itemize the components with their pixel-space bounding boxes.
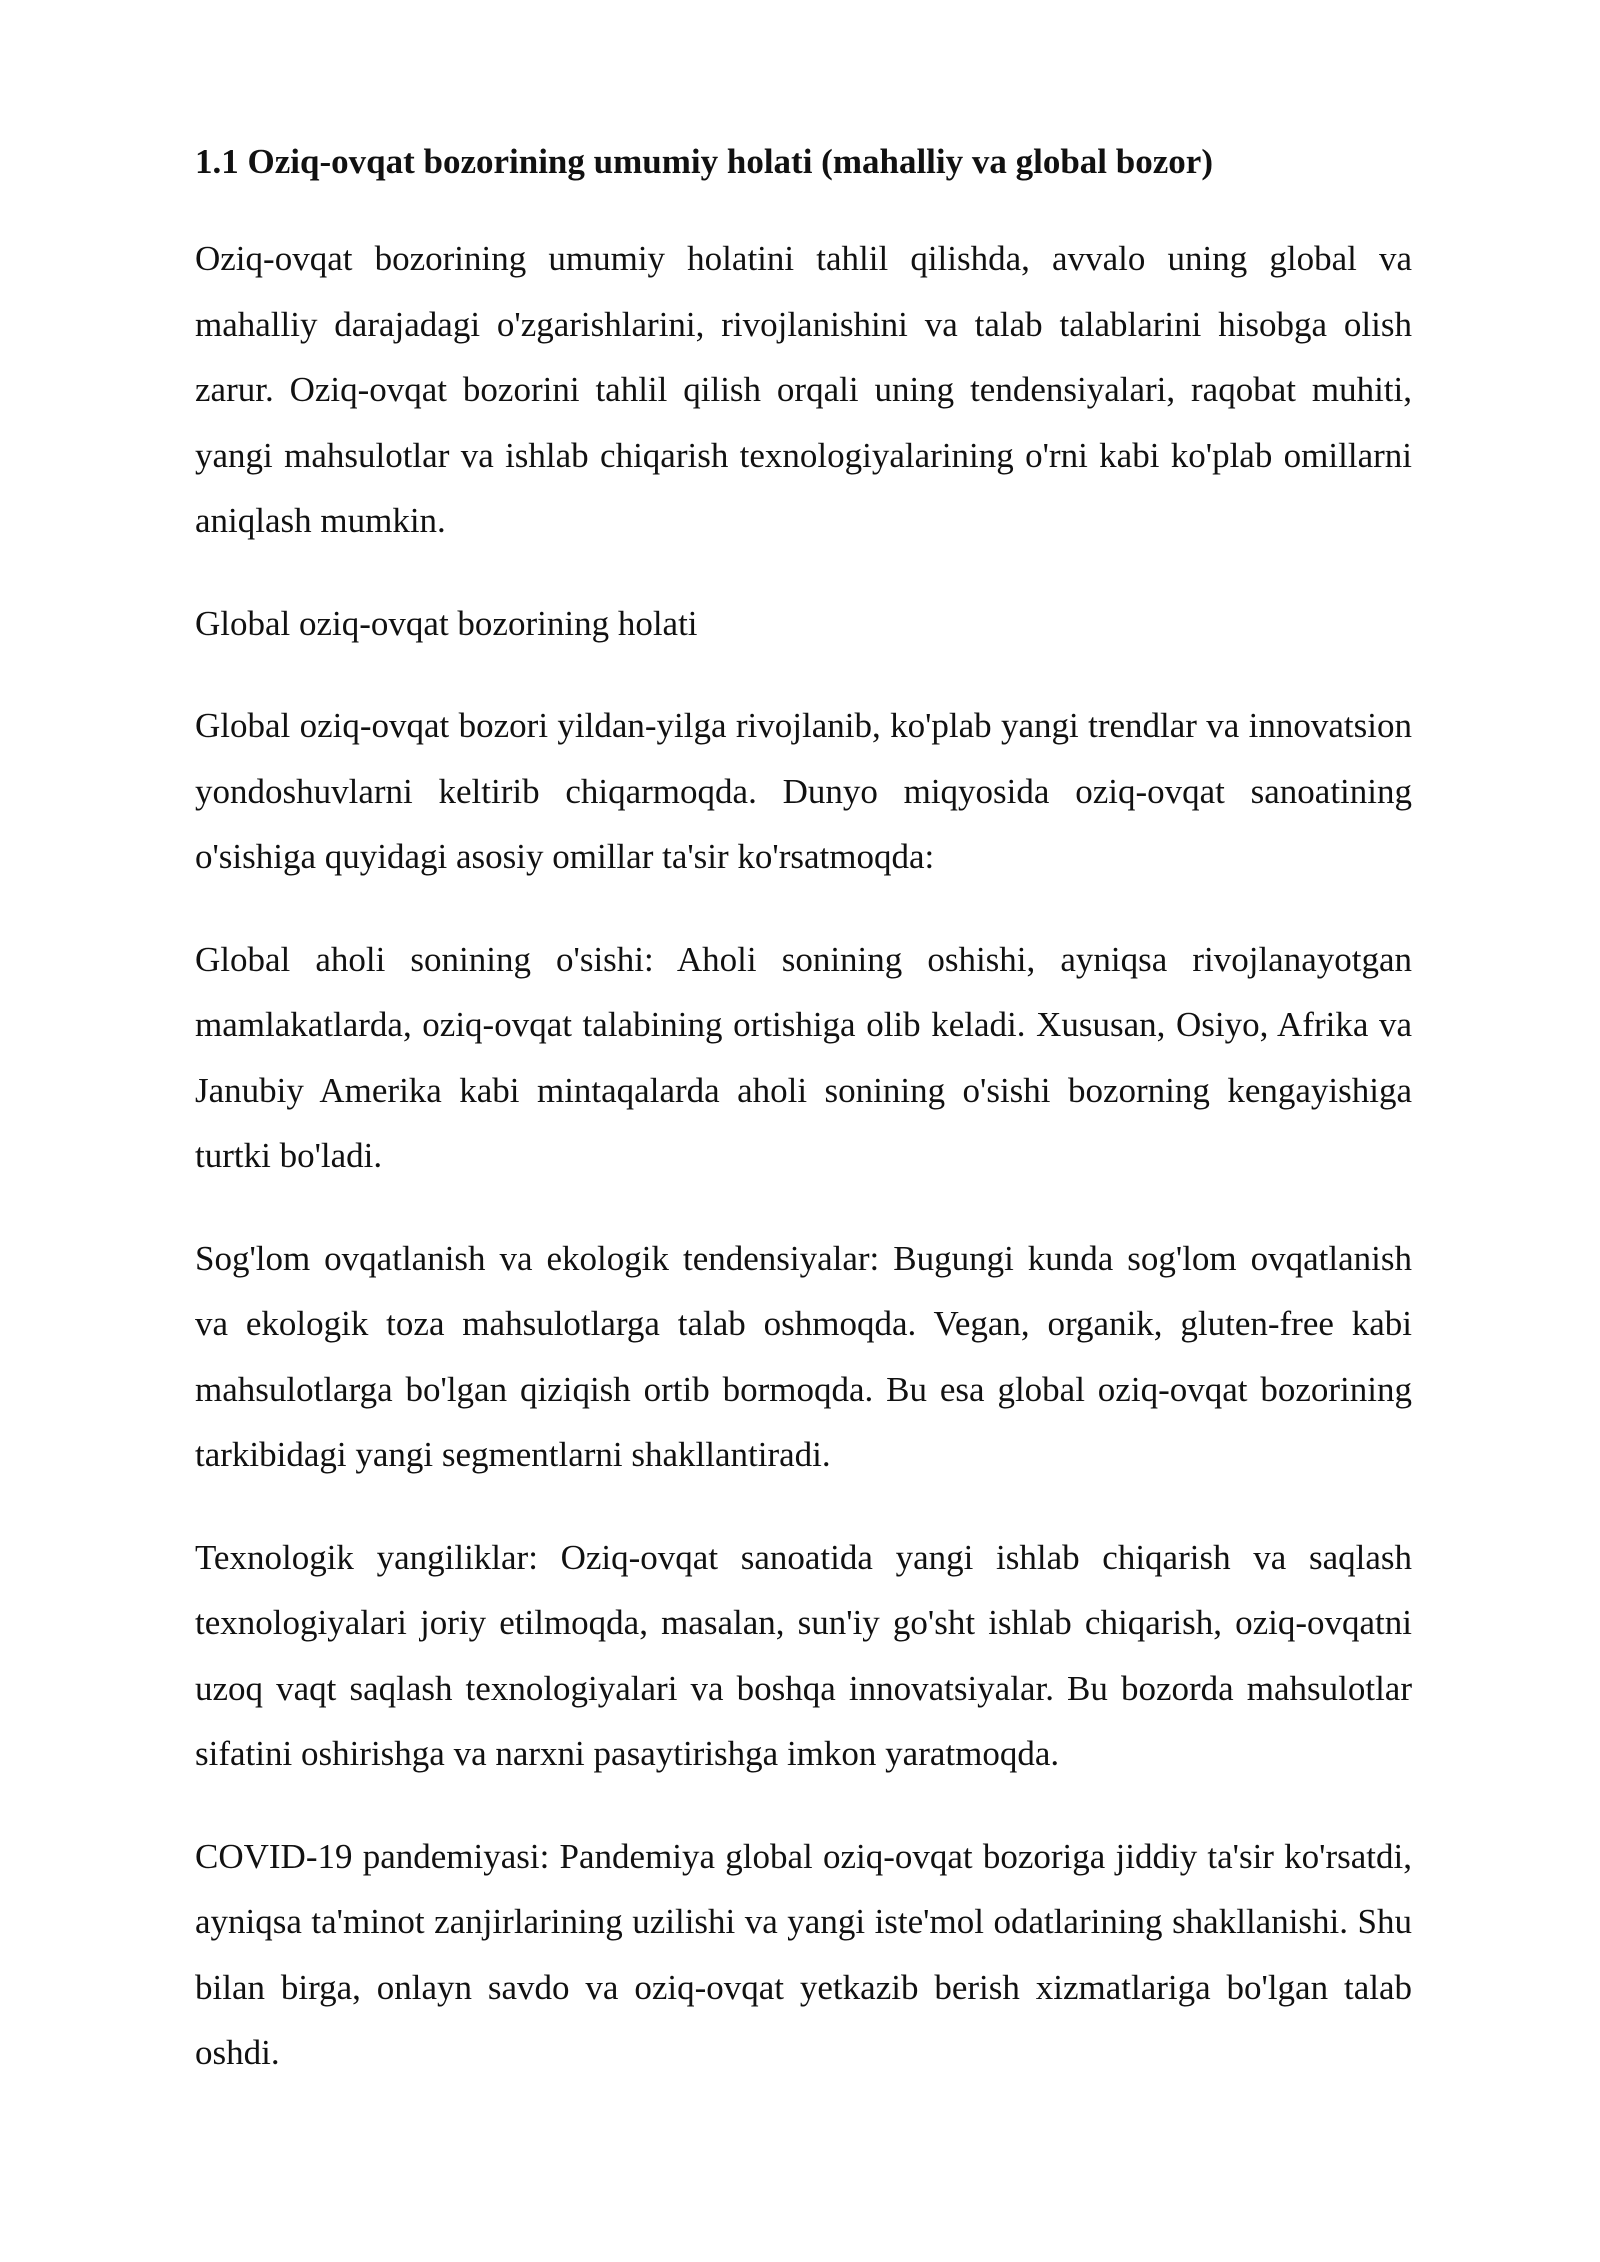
factor-paragraph-healthy-eating: Sog'lom ovqatlanish va ekologik tendensiyalar: Bugungi kunda sog'lom ovqatlanish va ekologik toza mahsulotlarga talab oshmoqda. Vegan, organik, gluten-free kabi mahsulotlarga bo'lgan qiziqish ortib bormoqda. Bu esa global oziq-ovqat bozorining tarkibidagi yangi segmentlarni shakllantiradi. xyxy=(195,1238,1412,1474)
document-body xyxy=(195,140,1412,2123)
factor-paragraph-population: Global aholi sonining o'sishi: Aholi sonining oshishi, ayniqsa rivojlanayotgan mamlakatlarda, oziq-ovqat talabining ortishiga olib keladi. Xususan, Osiyo, Afrika va Janubiy Amerika kabi mintaqalarda aholi sonining o'sishi bozorning kengayishiga turtki bo'ladi. xyxy=(195,939,1412,1175)
factor-paragraph-covid: COVID-19 pandemiyasi: Pandemiya global oziq-ovqat bozoriga jiddiy ta'sir ko'rsatdi, ayniqsa ta'minot zanjirlarining uzilishi va yangi iste'mol odatlarining shakllanishi. Shu bilan birga, onlayn savdo va oziq-ovqat yetkazib berish xizmatlariga bo'lgan talab oshdi. xyxy=(195,1836,1412,2072)
subsection-intro-paragraph: Global oziq-ovqat bozori yildan-yilga rivojlanib, ko'plab yangi trendlar va innovatsion yondoshuvlarni keltirib chiqarmoqda. Dunyo miqyosida oziq-ovqat sanoatining o'sishiga quyidagi asosiy omillar ta'sir ko'rsatmoqda: xyxy=(195,706,1412,876)
intro-paragraph: Oziq-ovqat bozorining umumiy holatini tahlil qilishda, avvalo uning global va mahalliy darajadagi o'zgarishlarini, rivojlanishini va talab talablarini hisobga olish zarur. Oziq-ovqat bozorini tahlil qilish orqali uning tendensiyalari, raqobat muhiti, yangi mahsulotlar va ishlab chiqarish texnologiyalarining o'rni kabi ko'plab omillarni aniqlash mumkin. xyxy=(195,239,1412,540)
factor-paragraph-technology: Texnologik yangiliklar: Oziq-ovqat sanoatida yangi ishlab chiqarish va saqlash texnologiyalari joriy etilmoqda, masalan, sun'iy go'sht ishlab chiqarish, oziq-ovqatni uzoq vaqt saqlash texnologiyalari va boshqa innovatsiyalar. Bu bozorda mahsulotlar sifatini oshirishga va narxni pasaytirishga imkon yaratmoqda. xyxy=(195,1537,1412,1773)
subsection-title: Global oziq-ovqat bozorining holati xyxy=(195,603,698,643)
section-heading: 1.1 Oziq-ovqat bozorining umumiy holati (mahalliy va global bozor) xyxy=(195,142,1213,181)
